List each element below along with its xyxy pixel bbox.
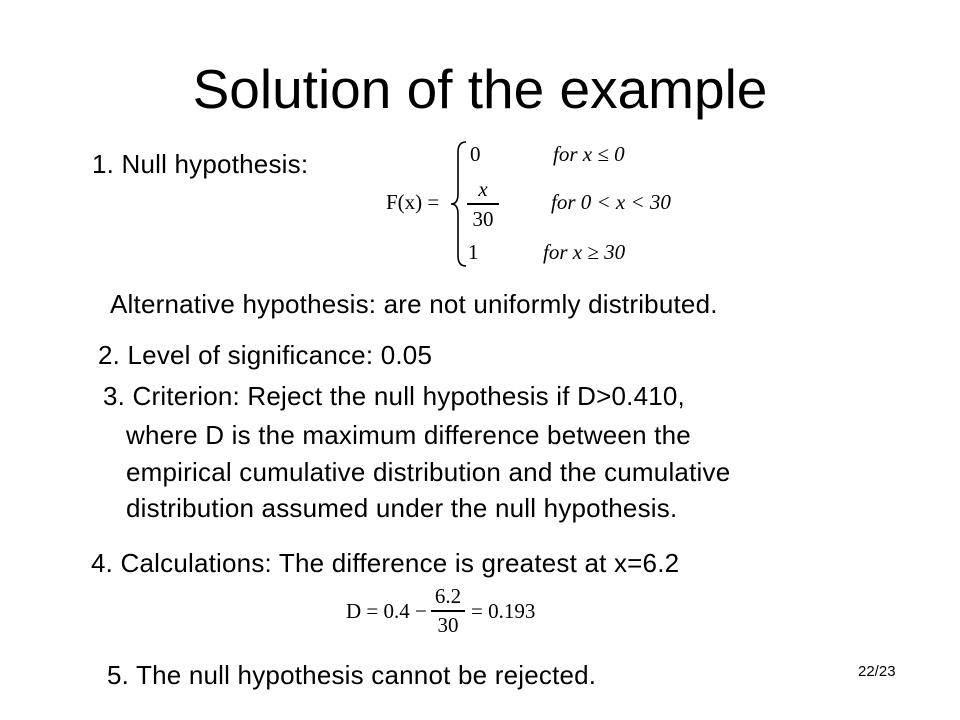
criterion-line-3: empirical cumulative distribution and the cumulative (126, 457, 731, 487)
page-number: 22/23 (858, 663, 896, 680)
cdf-fraction-bar (467, 203, 499, 205)
cdf-lhs: F(x) = (386, 190, 440, 214)
d-formula-lhs: D = 0.4 − (346, 599, 427, 623)
d-formula-denominator: 30 (437, 613, 459, 637)
slide-title: Solution of the example (192, 58, 768, 120)
criterion-line-2: where D is the maximum difference between the (126, 420, 691, 450)
cdf-case1-condition: for x ≤ 0 (553, 142, 625, 166)
d-formula-numerator: 6.2 (434, 584, 462, 608)
cdf-case3-condition: for x ≥ 30 (543, 240, 626, 264)
calculations: 4. Calculations: The difference is greatest at x=6.2 (91, 548, 680, 578)
cdf-case2-condition: for 0 < x < 30 (551, 190, 671, 214)
d-fraction-bar (431, 610, 465, 612)
significance-level: 2. Level of significance: 0.05 (98, 340, 433, 370)
criterion-line-1: 3. Criterion: Reject the null hypothesis if D>0.410, (103, 381, 685, 411)
null-hypothesis-label: 1. Null hypothesis: (92, 149, 309, 179)
cdf-case2-numerator: x (478, 177, 488, 201)
conclusion: 5. The null hypothesis cannot be rejected. (107, 660, 597, 690)
cdf-case3-value: 1 (468, 240, 479, 264)
cdf-case2-denominator: 30 (472, 207, 494, 231)
cdf-case1-value: 0 (470, 142, 481, 166)
criterion-line-4: distribution assumed under the null hypothesis. (126, 493, 678, 523)
d-formula-rhs: = 0.193 (471, 599, 536, 623)
alternative-hypothesis: Alternative hypothesis: are not uniformly distributed. (110, 289, 718, 319)
